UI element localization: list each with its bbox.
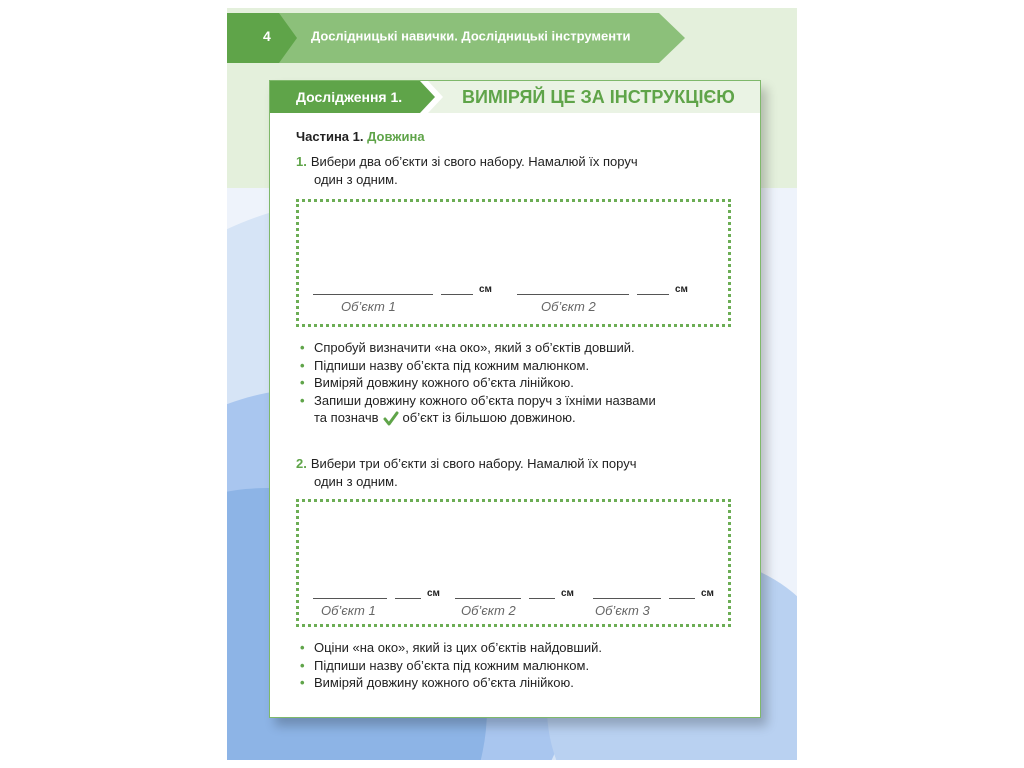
task-1-text [296, 153, 736, 189]
unit-label: см [561, 588, 574, 599]
object-2-caption: Об’єкт 2 [461, 603, 516, 618]
task-2-drawing-area[interactable] [296, 499, 731, 627]
object-1-length-line[interactable] [441, 294, 473, 295]
object-3-name-line[interactable] [593, 598, 661, 599]
object-1-caption: Об’єкт 1 [321, 603, 376, 618]
study-label: Дослідження 1. [296, 89, 403, 105]
task-1-instructions [300, 339, 740, 427]
task-2-line2: один з одним. [314, 474, 398, 489]
object-2-length-line[interactable] [529, 598, 555, 599]
check-icon [383, 411, 399, 427]
exercise-card [269, 80, 761, 718]
task-1-line2: один з одним. [314, 172, 398, 187]
running-header: Дослідницькі навички. Дослідницькі інструменти [311, 28, 631, 44]
unit-label: см [675, 284, 688, 295]
object-2-name-line[interactable] [455, 598, 521, 599]
list-item: • Підпиши назву об’єкта під кожним малюнком. [300, 357, 590, 373]
textbook-page [227, 8, 797, 760]
object-1-caption: Об’єкт 1 [341, 299, 396, 314]
list-item: • Виміряй довжину кожного об’єкта лінійкою. [300, 675, 574, 690]
part-heading [296, 129, 425, 144]
part-label: Частина 1. [296, 129, 364, 144]
unit-label: см [427, 588, 440, 599]
object-2-caption: Об’єкт 2 [541, 299, 596, 314]
list-item: • Підпиши назву об’єкта під кожним малюнком. [300, 657, 590, 673]
task-2-number: 2. [296, 456, 307, 471]
object-3-caption: Об’єкт 3 [595, 603, 650, 618]
unit-label: см [701, 588, 714, 599]
list-item: • Оціни «на око», який із цих об’єктів найдовший. [300, 640, 602, 655]
object-1-name-line[interactable] [313, 598, 387, 599]
part-name: Довжина [367, 129, 425, 144]
card-title: ВИМІРЯЙ ЦЕ ЗА ІНСТРУКЦІЄЮ [462, 87, 735, 107]
object-2-name-line[interactable] [517, 294, 629, 295]
unit-label: см [479, 284, 492, 295]
object-2-length-line[interactable] [637, 294, 669, 295]
list-item: • Спробуй визначити «на око», який з об’єктів довший. [300, 340, 635, 355]
object-1-name-line[interactable] [313, 294, 433, 295]
object-3-length-line[interactable] [669, 598, 695, 599]
task-2-instructions [300, 639, 740, 692]
task-1-line1: Вибери два об’єкти зі свого набору. Намалюй їх поруч [310, 154, 638, 169]
task-1-number: 1. [296, 154, 307, 169]
list-item: • Виміряй довжину кожного об’єкта лінійкою. [300, 375, 574, 390]
task-1-drawing-area[interactable] [296, 199, 731, 327]
task-2-text [296, 455, 736, 491]
object-1-length-line[interactable] [395, 598, 421, 599]
task-2-line1: Вибери три об’єкти зі свого набору. Намалюй їх поруч [310, 456, 637, 471]
page-number: 4 [263, 28, 271, 44]
list-item: • Запиши довжину кожного об’єкта поруч з їхніми назвами та позначв об’єкт із більшою довжиною. [300, 392, 656, 425]
